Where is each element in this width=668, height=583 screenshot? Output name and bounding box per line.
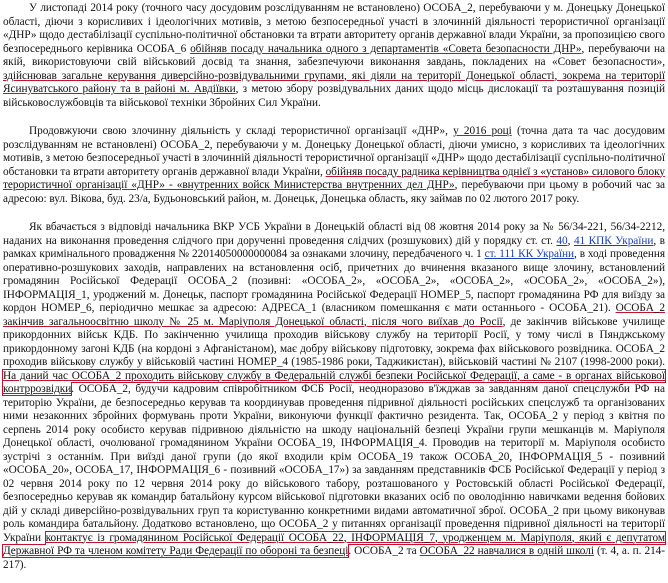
text-run: (точна дата та час досудовим розслідуванням не встановлені) ОСОБА_2, перебуваючи у м. Донецьку Донецької області, діючи умисно, з корисливих та ідеологічних мотивів, з метою безпосередньої участі в злочинній діяльності терористичної організації «ДНР» щодо дестабілізації суспільно-політичної обстановки та втрати авторитету органів державної влади України,	[3, 125, 665, 178]
highlighted-phrase: обійняв посаду радника керівництва однієї з «установ» силового блоку терористичної організації «ДНР» - «внутренних войск Министерства внутренних дел ДНР»	[3, 165, 665, 191]
law-reference-link[interactable]: 40	[556, 234, 568, 247]
paragraph-3	[3, 221, 665, 572]
law-reference-link[interactable]: ст. 111 КК України	[484, 248, 575, 260]
text-run: , в ході проведення оперативно-розшукових заходів, направлених на встановлення осіб, причетних до вчинення вказаного вище злочину, встановлений громадянин Російської Федерації ОСОБА_2 (позивні: «ОСОБА_2», «ОСОБА_2», «ОСОБА_2», «ОСОБА_2», «ОСОБА_2»), ІНФОРМАЦІЯ_1, уроджений м. Донецьк, паспорт громадянина Російської Федерації НОМЕР_5, паспорт громадянина РФ для виїзду за кордон НОМЕР_6, періодично мешкає за адресою: АДРЕСА_1 (власником помешкання є мати останнього - ОСОБА_21).	[3, 248, 665, 314]
boxed-phrase: контактує із громадянином Російської Федерації ОСОБА_22, ІНФОРМАЦІЯ_7, уродженцем м. Маріуполя, який є депутатом Державної РФ та членом комітету Ради Федерації по обороні та безпеці	[3, 531, 665, 557]
paragraph-2	[3, 125, 665, 206]
highlighted-phrase: здійснював загальне керування диверсійно-розвідувальними групами, які діяли на території Донецької області, зокрема на території Ясинуватського району та в районі м. Авдіївки	[3, 69, 665, 95]
text-run: , в рамках кримінального провадження № 22014050000000084 за ознаками злочину, передбаченого ч. 1	[3, 234, 665, 260]
text-run: (т. 4, а. п. 214-217).	[3, 545, 665, 571]
text-run: . ОСОБА_2 та	[348, 545, 420, 557]
highlighted-phrase: ОСОБА_2 закінчив загальноосвітню школу № 25 м. Маріуполя Донецької області, після чого виїхав до Росії	[3, 302, 665, 328]
highlighted-phrase: обійняв посаду начальника одного з департаментів «Совета безопасности ДНР»	[190, 42, 582, 55]
highlighted-phrase: у 2016 році	[453, 125, 512, 137]
text-run: , де закінчив військове училище прикордонних військ КДБ. По закінченню училища проходив військову службу на території Росії, у тому числі в Пянджському прикордонному загоні КДБ (на кордоні з Афганістаном), має добру військову підготовку, зокрема фах військового розвідника. ОСОБА_2 проходив військову службу у військовій частині НОМЕР_4 (1985-1986 роки, Таджикистан), військовій частині № 2107 (1998-2000 роки).	[3, 315, 665, 368]
boxed-phrase: На даний час ОСОБА_2 проходить військову службу в Федеральній службі безпеки Російської Федерації, а саме - в органах військової контррозвідки	[3, 369, 665, 395]
text-run: . ОСОБА_2, будучи кадровим співробітником ФСБ Росії, неодноразово в'їжджав за завданням даної спецслужби РФ на територію України, де безпосередньо керував та координував проведення підривної діяльності російських спецслужб та організованих ними незаконних збройних формувань проти України, виконуючи функції фактично резидента. Так, ОСОБА_2 у період з квітня по серпень 2014 року особисто керував підривною діяльністю на шкоду національній безпеці України групи мешканців м. Маріуполя Донецької області, очолюваної громадянином України ОСОБА_19, ІНФОРМАЦІЯ_4. Проводив на території м. Маріуполя особисто зустрічі з останнім. При виїзді даної групи (до якої входили крім ОСОБА_19 також ОСОБА_20, ІНФОРМАЦІЯ_5 - позивний «ОСОБА_20», ОСОБА_17, ІНФОРМАЦІЯ_6 - позивний «ОСОБА_17») за завданням представників ФСБ Російської Федерації у період з 02 червня 2014 року по 12 червня 2014 року до військового табору, розташованого у Ростовській області Російської Федерації, безпосередньо керував як командир батальйону курсом військової підготовки вказаних осіб по оволодінню навичками ведення бойових дій у складі диверсійно-розвідувальних груп та користуванню конкретними видами автоматичної зброї. ОСОБА_2 при цьому виконував роль командира батальйону. Додатково встановлено, що ОСОБА_2 у питаннях організації проведення підривної діяльності на території України	[3, 383, 665, 544]
text-run: , перебуваючи при цьому в робочий час за адресою: вул. Вікова, буд. 23/а, Будьоновський район, м. Донецьк, Донецька область, яку займав по 02 лютого 2017 року.	[3, 179, 665, 205]
text-run: ,	[567, 234, 574, 247]
text-run: , з метою збору розвідувальних даних щодо місць дислокації та розташування позицій військовослужбовців та військової техніки Збройних Сил України.	[3, 83, 665, 109]
paragraph-1	[3, 2, 665, 110]
text-run: , перебуваючи на якій, використовуючи свій військовий досвід та знання, забезпечуючи виконання завдань, покладених на «Совет безопасности»,	[3, 42, 665, 68]
text-run: Продовжуючи свою злочинну діяльність у складі терористичної організації «ДНР»,	[29, 125, 454, 137]
law-reference-link[interactable]: 41 КПК України	[573, 234, 654, 247]
highlighted-phrase: ОСОБА_22 навчалися в одній школі	[419, 545, 594, 557]
text-run: Як вбачається з відповіді начальника ВКР УСБ України в Донецькій області від 08 жовтня 2014 року за № 56/34-221, 56/34-2212, наданих на виконання проведення слідчого при дорученні проведення слідчих (розшукових) дій у порядку ст. ст.	[3, 221, 665, 247]
text-run: У листопаді 2014 року (точного часу досудовим розслідуванням не встановлено) ОСОБА_2, перебуваючи у м. Донецьку Донецької області, діючи з корисливих і ідеологічних мотивів, з метою безпосередньої участі в злочинній діяльності терористичної організації «ДНР» щодо дестабілізації суспільно-політичної обстановки та втрати авторитету органів державної влади України, за пропозицією свого безпосереднього керівника ОСОБА_6	[3, 2, 665, 55]
